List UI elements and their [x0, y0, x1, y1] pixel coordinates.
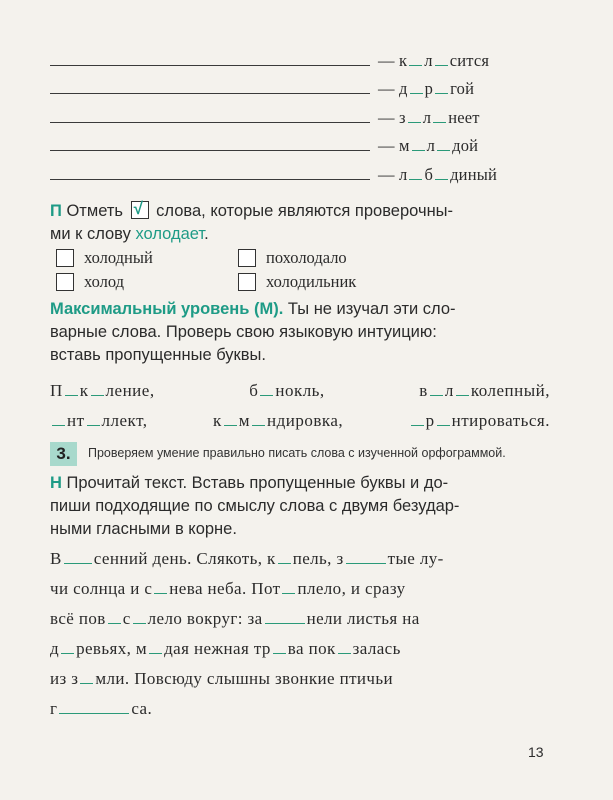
exercise-word: — з л неет [378, 107, 480, 127]
page-number: 13 [528, 744, 544, 760]
answer-line[interactable] [50, 150, 370, 151]
task-text: вставь пропущенные буквы. [50, 346, 266, 364]
max-level-task [50, 298, 550, 367]
story-line: В сенний день. Слякоть, к пель, з тые лу- [50, 549, 444, 568]
checkbox[interactable] [56, 273, 74, 291]
task-text: ными гласными в корне. [50, 520, 237, 538]
checkbox[interactable] [56, 249, 74, 267]
vocab-line: нт ллект, к м ндировка, р нтироваться. [50, 406, 550, 436]
exercise-word: — л б диный [378, 164, 498, 184]
vocab-words [50, 376, 550, 436]
story-line: из з мли. Повсюду слышны звонкие птичьи [50, 669, 394, 688]
exercise-row [50, 158, 550, 187]
task-p-line-2: ми к слову холодает. [50, 225, 209, 243]
option-holodny[interactable] [56, 248, 153, 268]
option-holodilnik[interactable] [238, 272, 356, 292]
task-text: ми к слову [50, 225, 131, 243]
option-label: холодный [84, 248, 153, 267]
task-marker: Н [50, 474, 62, 492]
section-hint: Проверяем умение правильно писать слова с изученной орфограммой. [88, 446, 506, 460]
answer-line[interactable] [50, 122, 370, 123]
story-text [50, 544, 550, 724]
task-text: слова, которые являются проверочны- [156, 202, 454, 220]
task-p [50, 200, 550, 246]
task-n [50, 472, 550, 541]
story-line: г са. [50, 699, 153, 718]
exercise-row [50, 101, 550, 130]
checkbox[interactable] [238, 273, 256, 291]
exercise-rows [50, 44, 550, 187]
task-text: варные слова. Проверь свою языковую интуицию: [50, 323, 437, 341]
task-text: Отметь [66, 202, 123, 220]
option-poholodalo[interactable] [238, 248, 347, 268]
task-p-line-1 [50, 200, 550, 223]
exercise-row [50, 44, 550, 73]
level-title: Максимальный уровень (М). [50, 300, 284, 318]
check-sample-icon: √ [131, 201, 149, 219]
exercise-word: — д р гой [378, 79, 475, 98]
option-label: холодильник [266, 272, 357, 291]
option-label: холод [84, 272, 125, 291]
story-line: д ревьях, м дая нежная тр ва пок залась [50, 639, 401, 658]
exercise-word: — м л дой [378, 136, 479, 155]
target-word: холодает [135, 225, 205, 243]
task-text: Ты не изучал эти сло- [287, 300, 456, 318]
task-text: пиши подходящие по смыслу слова с двумя безудар- [50, 497, 460, 515]
answer-line[interactable] [50, 93, 370, 94]
option-label: похолодало [266, 248, 347, 267]
answer-line[interactable] [50, 179, 370, 180]
task-text: Прочитай текст. Вставь пропущенные буквы и до- [66, 474, 449, 492]
section-number-badge: 3. [50, 442, 77, 466]
story-line: чи солнца и с нева неба. Пот плело, и сразу [50, 579, 406, 598]
exercise-row [50, 130, 550, 159]
exercise-word: — к л сится [378, 50, 490, 70]
exercise-row [50, 73, 550, 102]
option-holod[interactable] [56, 272, 124, 292]
checkbox[interactable] [238, 249, 256, 267]
answer-line[interactable] [50, 65, 370, 66]
task-marker: П [50, 202, 62, 220]
vocab-line: П к ление, б нокль, в л колепный, [50, 381, 550, 400]
story-line: всё пов с лело вокруг: за нели листья на [50, 609, 420, 628]
